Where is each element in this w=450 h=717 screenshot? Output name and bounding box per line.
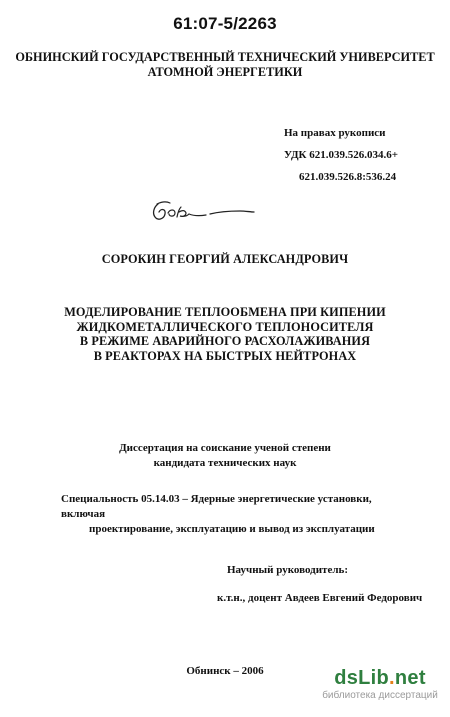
university-line-1: ОБНИНСКИЙ ГОСУДАРСТВЕННЫЙ ТЕХНИЧЕСКИЙ УНИВЕРСИТЕТ — [15, 50, 435, 64]
thesis-title-line-1: МОДЕЛИРОВАНИЕ ТЕПЛООБМЕНА ПРИ КИПЕНИИ — [64, 305, 386, 319]
thesis-title-line-4: В РЕАКТОРАХ НА БЫСТРЫХ НЕЙТРОНАХ — [93, 348, 357, 363]
udc-code-2: 621.039.526.8:536.24 — [299, 171, 397, 183]
thesis-title — [0, 305, 450, 363]
degree-line-2: кандидата технических наук — [153, 457, 297, 469]
dslib-watermark — [320, 667, 440, 702]
thesis-title-line-2: ЖИДКОМЕТАЛЛИЧЕСКОГО ТЕПЛОНОСИТЕЛЯ — [76, 319, 374, 334]
university-line-2: АТОМНОЙ ЭНЕРГЕТИКИ — [147, 65, 303, 79]
supervisor-block — [217, 556, 423, 612]
degree-line-1: Диссертация на соискание ученой степени — [119, 442, 331, 454]
udc-code-1: УДК 621.039.526.034.6+ — [284, 149, 399, 161]
supervisor-label: Научный руководитель: — [227, 564, 348, 576]
dslib-logo: dsLib.net — [334, 667, 426, 689]
dslib-tagline: библиотека диссертаций — [322, 690, 438, 701]
thesis-title-line-3: В РЕЖИМЕ АВАРИЙНОГО РАСХОЛАЖИВАНИЯ — [79, 334, 371, 348]
specialty-statement — [61, 492, 401, 537]
specialty-line-2: проектирование, эксплуатацию и вывод из эксплуатации — [89, 523, 375, 535]
catalog-number: 61:07-5/2263 — [173, 14, 277, 33]
degree-statement — [0, 441, 450, 471]
city-year: Обнинск – 2006 — [186, 665, 264, 677]
manuscript-rights-label: На правах рукописи — [284, 127, 386, 139]
specialty-line-1: Специальность 05.14.03 – Ядерные энергетические установки, включая — [61, 493, 372, 520]
signature-icon — [148, 195, 258, 227]
rights-block — [284, 122, 398, 188]
supervisor-name: к.т.н., доцент Авдеев Евгений Федорович — [217, 592, 423, 604]
author-name: СОРОКИН ГЕОРГИЙ АЛЕКСАНДРОВИЧ — [101, 252, 349, 266]
university-name — [0, 50, 450, 80]
